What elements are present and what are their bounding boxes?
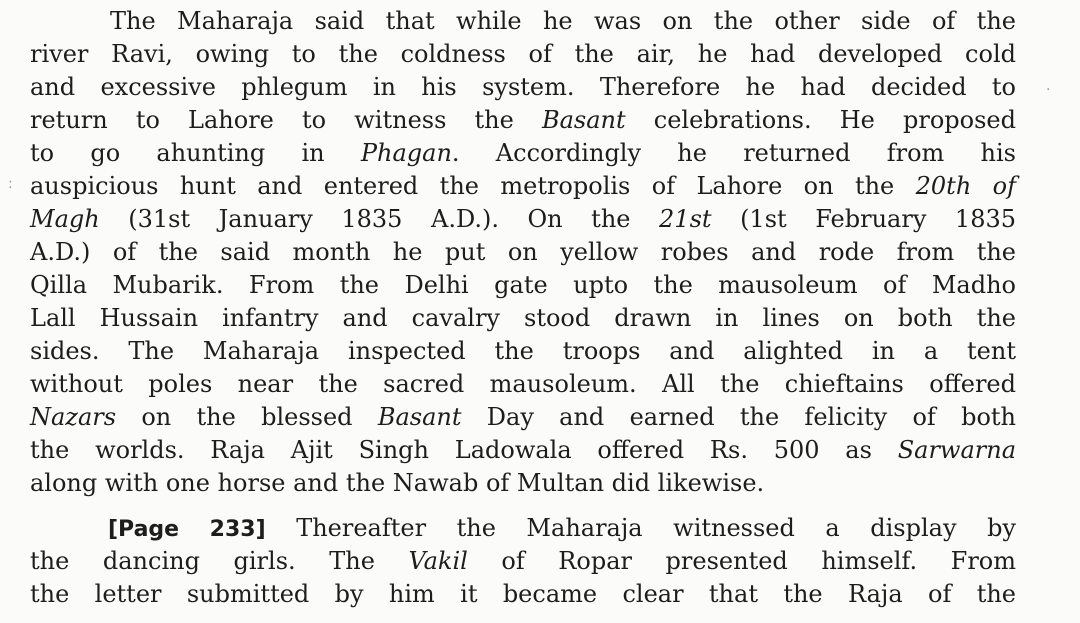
text-run: without poles near the sacred mausoleum. All the chieftains offered [30,370,1016,398]
text-line [30,204,1016,234]
margin-speck: : [8,176,13,192]
text-run: celebrations. He proposed [625,106,1016,134]
italic-term: 20th of [915,172,1016,200]
text-line [30,369,1016,399]
text-line [30,237,1016,267]
italic-term: Basant [377,403,462,431]
italic-term: Phagan [360,139,452,167]
text-run: Qilla Mubarik. From the Delhi gate upto the mausoleum of Madho [30,271,1016,299]
text-line [30,105,1016,135]
text-line [30,171,1016,201]
italic-term: Vakil [408,547,468,575]
text-run: return to Lahore to witness the [30,106,542,134]
italic-term: Magh [30,205,100,233]
text-run: of Ropar presented himself. From [467,547,1017,575]
text-run: The Maharaja said that while he was on the other side of the [110,7,1016,35]
text-line [30,579,1016,609]
text-line [108,513,1016,545]
italic-term: 21st [659,205,712,233]
text-run: the letter submitted by him it became clear that the Raja of the [30,580,1016,608]
text-line [30,546,1016,576]
page-marker: [Page 233] [108,517,266,542]
margin-speck: · [1046,82,1051,98]
italic-term: Nazars [30,403,117,431]
text-line [30,72,1016,102]
text-run: on the blessed [116,403,378,431]
text-run: along with one horse and the Nawab of Multan did likewise. [30,469,765,497]
text-line [30,303,1016,333]
text-run: sides. The Maharaja inspected the troops and alighted in a tent [30,337,1016,365]
text-run: (31st January 1835 A.D.). On the [99,205,660,233]
text-run: the worlds. Raja Ajit Singh Ladowala offered Rs. 500 as [30,436,898,464]
text-run: Day and earned the felicity of both [461,403,1016,431]
text-run: . Accordingly he returned from his [451,139,1016,167]
text-line [30,39,1016,69]
text-run: auspicious hunt and entered the metropolis of Lahore on the [30,172,916,200]
text-run: A.D.) of the said month he put on yellow robes and rode from the [30,238,1016,266]
text-line [110,6,1016,36]
text-run: and excessive phlegum in his system. Therefore he had decided to [30,73,1016,101]
text-run: river Ravi, owing to the coldness of the air, he had developed cold [30,40,1016,68]
text-run: Thereafter the Maharaja witnessed a display by [265,514,1016,542]
text-run: to go ahunting in [30,139,361,167]
text-run: (1st February 1835 [711,205,1017,233]
italic-term: Sarwarna [897,436,1016,464]
text-line [30,402,1016,432]
text-line [30,468,1016,498]
text-run: the dancing girls. The [30,547,409,575]
text-line [30,435,1016,465]
text-line [30,138,1016,168]
text-line [30,270,1016,300]
italic-term: Basant [541,106,626,134]
text-run: Lall Hussain infantry and cavalry stood drawn in lines on both the [30,304,1016,332]
text-line [30,336,1016,366]
